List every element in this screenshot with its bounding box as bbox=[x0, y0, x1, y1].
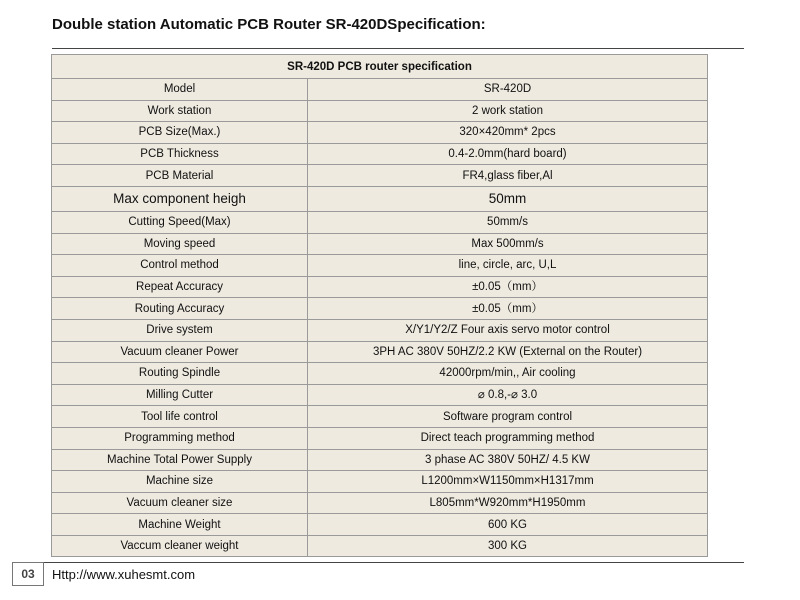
spec-value: Direct teach programming method bbox=[308, 427, 708, 449]
spec-value: ±0.05（mm） bbox=[308, 276, 708, 298]
spec-label: Machine Total Power Supply bbox=[52, 449, 308, 471]
spec-value: 3PH AC 380V 50HZ/2.2 KW (External on the Router) bbox=[308, 341, 708, 363]
spec-label: Work station bbox=[52, 100, 308, 122]
table-row bbox=[52, 298, 708, 320]
spec-label: Vaccum cleaner weight bbox=[52, 535, 308, 557]
table-row bbox=[52, 211, 708, 233]
spec-label: PCB Material bbox=[52, 165, 308, 187]
table-row bbox=[52, 492, 708, 514]
spec-label: Max component heigh bbox=[52, 186, 308, 211]
table-row bbox=[52, 143, 708, 165]
spec-value: L1200mm×W1150mm×H1317mm bbox=[308, 471, 708, 493]
spec-value: 50mm/s bbox=[308, 211, 708, 233]
spec-label: Repeat Accuracy bbox=[52, 276, 308, 298]
spec-value: 0.4-2.0mm(hard board) bbox=[308, 143, 708, 165]
document-title: Double station Automatic PCB Router SR-420DSpecification: bbox=[52, 16, 486, 33]
spec-label: Routing Spindle bbox=[52, 363, 308, 385]
spec-value: SR-420D bbox=[308, 79, 708, 101]
spec-value: 600 KG bbox=[308, 514, 708, 536]
table-row bbox=[52, 79, 708, 101]
spec-value: Max 500mm/s bbox=[308, 233, 708, 255]
spec-value: line, circle, arc, U,L bbox=[308, 255, 708, 277]
table-row bbox=[52, 233, 708, 255]
table-row bbox=[52, 276, 708, 298]
spec-label: Model bbox=[52, 79, 308, 101]
table-header-row bbox=[52, 55, 708, 79]
spec-value: X/Y1/Y2/Z Four axis servo motor control bbox=[308, 319, 708, 341]
table-row bbox=[52, 363, 708, 385]
spec-value: ±0.05（mm） bbox=[308, 298, 708, 320]
spec-label: Control method bbox=[52, 255, 308, 277]
spec-label: Vacuum cleaner Power bbox=[52, 341, 308, 363]
spec-label: Vacuum cleaner size bbox=[52, 492, 308, 514]
spec-value: ⌀ 0.8,-⌀ 3.0 bbox=[308, 384, 708, 406]
page-number: 03 bbox=[12, 562, 44, 586]
table-row bbox=[52, 122, 708, 144]
table-row bbox=[52, 514, 708, 536]
table-row bbox=[52, 406, 708, 428]
table-row bbox=[52, 471, 708, 493]
table-row bbox=[52, 341, 708, 363]
spec-value: 42000rpm/min,, Air cooling bbox=[308, 363, 708, 385]
spec-label: Programming method bbox=[52, 427, 308, 449]
table-row bbox=[52, 100, 708, 122]
table-row bbox=[52, 449, 708, 471]
spec-value: 3 phase AC 380V 50HZ/ 4.5 KW bbox=[308, 449, 708, 471]
spec-value: FR4,glass fiber,Al bbox=[308, 165, 708, 187]
table-row bbox=[52, 319, 708, 341]
spec-value: L805mm*W920mm*H1950mm bbox=[308, 492, 708, 514]
spec-label: Machine size bbox=[52, 471, 308, 493]
table-header: SR-420D PCB router specification bbox=[52, 55, 708, 79]
spec-label: Routing Accuracy bbox=[52, 298, 308, 320]
spec-value: 2 work station bbox=[308, 100, 708, 122]
specification-table bbox=[51, 54, 708, 557]
footer-url: Http://www.xuhesmt.com bbox=[52, 567, 196, 582]
spec-label: PCB Size(Max.) bbox=[52, 122, 308, 144]
table-row bbox=[52, 186, 708, 211]
spec-label: Cutting Speed(Max) bbox=[52, 211, 308, 233]
footer-divider bbox=[44, 562, 744, 563]
spec-label: Milling Cutter bbox=[52, 384, 308, 406]
spec-label: Drive system bbox=[52, 319, 308, 341]
title-divider bbox=[52, 48, 744, 49]
spec-value: Software program control bbox=[308, 406, 708, 428]
table-row bbox=[52, 535, 708, 557]
spec-value: 320×420mm* 2pcs bbox=[308, 122, 708, 144]
spec-label: PCB Thickness bbox=[52, 143, 308, 165]
spec-label: Machine Weight bbox=[52, 514, 308, 536]
spec-value: 300 KG bbox=[308, 535, 708, 557]
table-row bbox=[52, 427, 708, 449]
table-row bbox=[52, 255, 708, 277]
spec-label: Moving speed bbox=[52, 233, 308, 255]
table-row bbox=[52, 165, 708, 187]
table-row bbox=[52, 384, 708, 406]
spec-label: Tool life control bbox=[52, 406, 308, 428]
spec-value: 50mm bbox=[308, 186, 708, 211]
